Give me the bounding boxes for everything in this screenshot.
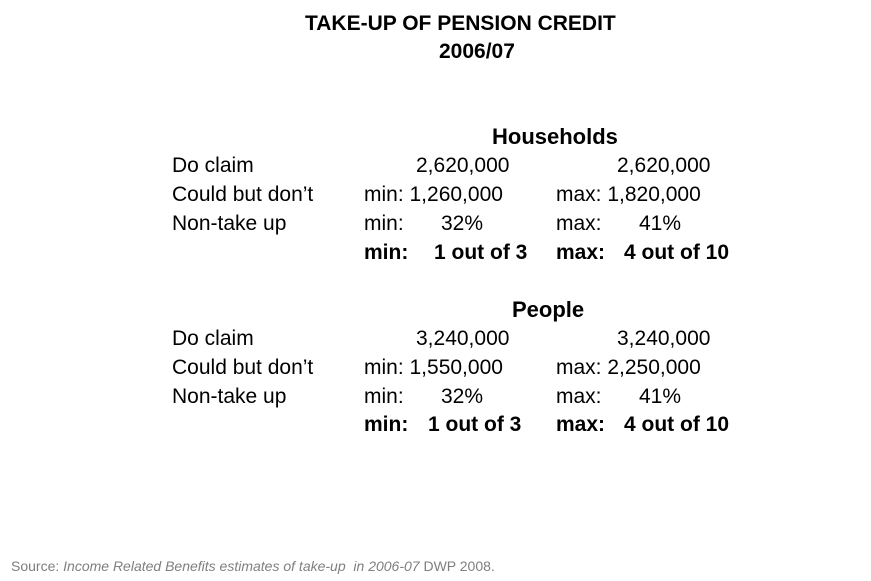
households-do-claim-max: 2,620,000 [617,154,711,177]
page-title-line1: TAKE-UP OF PENSION CREDIT [305,12,616,35]
people-ratio-min-value: 1 out of 3 [428,413,522,436]
source-suffix: DWP 2008. [419,558,495,574]
households-nontakeup-max-prefix: max: [556,212,602,235]
households-do-claim-min: 2,620,000 [416,154,510,177]
households-nontakeup-max-value: 41% [639,212,682,235]
people-could-min: min: 1,550,000 [364,356,503,379]
people-could-max: max: 2,250,000 [556,356,701,379]
people-ratio-max-prefix: max: [556,413,606,436]
households-ratio-max-value: 4 out of 10 [624,241,730,264]
households-nontakeup-label: Non-take up [172,212,287,235]
households-could-label: Could but don’t [172,183,314,206]
people-do-claim-label: Do claim [172,327,254,350]
people-do-claim-max: 3,240,000 [617,327,711,350]
households-do-claim-label: Do claim [172,154,254,177]
people-nontakeup-min-value: 32% [441,385,484,408]
source-prefix: Source: [11,558,64,574]
people-heading: People [512,297,585,322]
source-note [11,557,495,575]
source-title: Income Related Benefits estimates of take-up in 2006-07 [63,558,420,574]
people-ratio-max-value: 4 out of 10 [624,413,730,436]
households-could-max: max: 1,820,000 [556,183,701,206]
households-heading: Households [492,124,618,149]
people-ratio-min-prefix: min: [364,413,409,436]
people-nontakeup-min-prefix: min: [364,385,404,408]
people-nontakeup-max-prefix: max: [556,385,602,408]
households-ratio-min-value: 1 out of 3 [434,241,528,264]
people-could-label: Could but don’t [172,356,314,379]
households-ratio-min-prefix: min: [364,241,409,264]
people-nontakeup-max-value: 41% [639,385,682,408]
page-title-line2: 2006/07 [439,40,515,63]
households-ratio-max-prefix: max: [556,241,606,264]
households-nontakeup-min-prefix: min: [364,212,404,235]
people-do-claim-min: 3,240,000 [416,327,510,350]
households-nontakeup-min-value: 32% [441,212,484,235]
households-could-min: min: 1,260,000 [364,183,503,206]
people-nontakeup-label: Non-take up [172,385,287,408]
